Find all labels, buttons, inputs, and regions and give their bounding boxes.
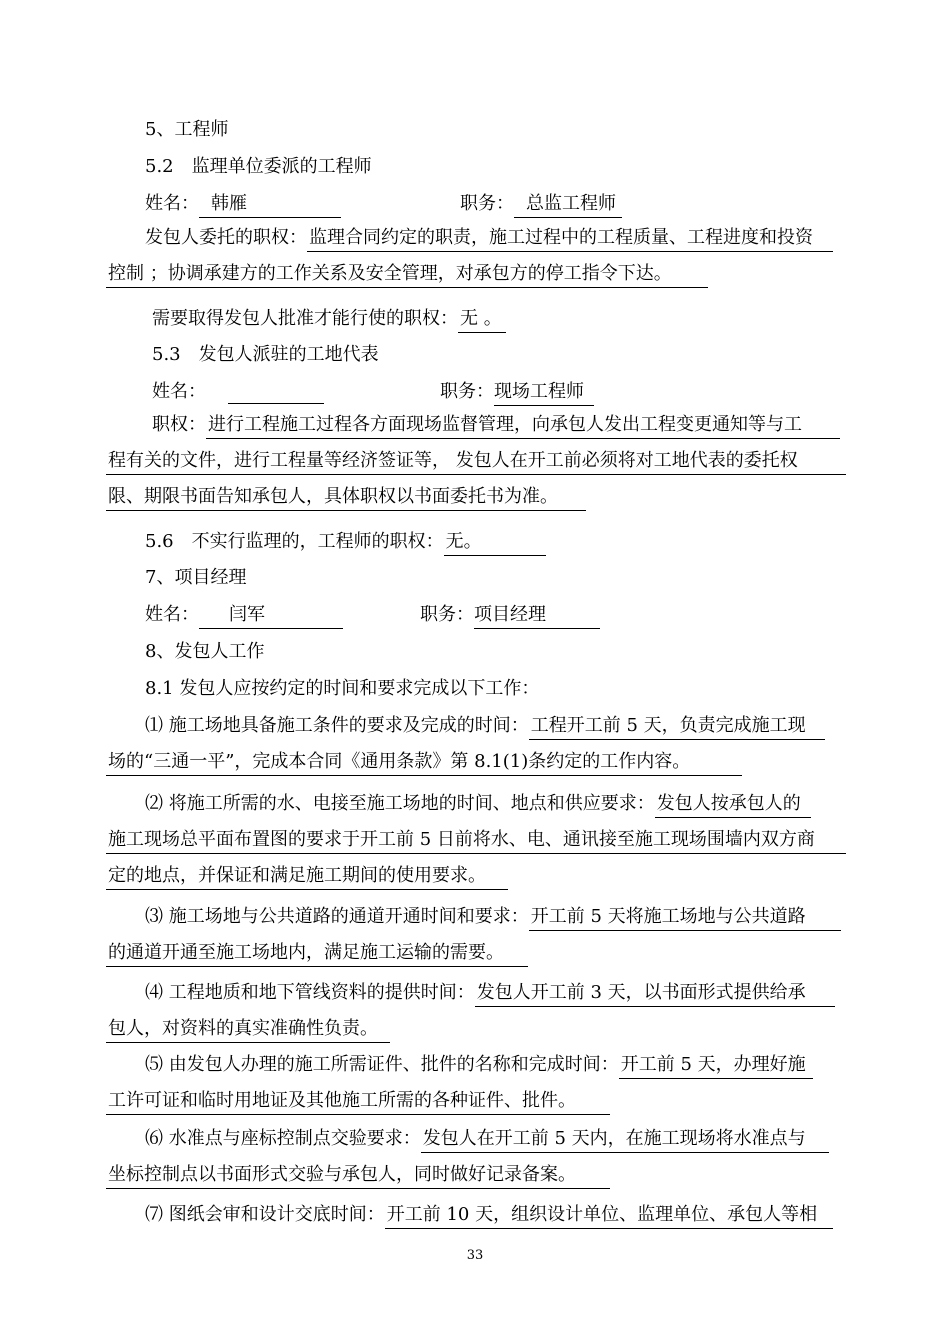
item-3-row-2 <box>106 941 528 967</box>
section-8-heading: 8、发包人工作 <box>145 641 265 662</box>
post-label: 职务： <box>460 193 514 214</box>
item-2-row-3 <box>106 864 508 890</box>
item-6-row-2 <box>106 1163 610 1189</box>
item-5-text-1: 开工前 5 天，办理好施 <box>619 1053 813 1079</box>
site-rep-authority-text-3: 限、期限书面告知承包人，具体职权以书面委托书为准。 <box>106 485 586 511</box>
item-2-label: ⑵ 将施工所需的水、电接至施工场地的时间、地点和供应要求： <box>145 793 655 814</box>
item-7-row-1 <box>145 1203 833 1229</box>
section-5-2-title: 5.2 监理单位委派的工程师 <box>145 156 372 177</box>
item-7-text-1: 开工前 10 天，组织设计单位、监理单位、承包人等相 <box>385 1203 833 1229</box>
item-4-text-2: 包人，对资料的真实准确性负责。 <box>106 1017 390 1043</box>
section-8-1-intro: 8.1 发包人应按约定的时间和要求完成以下工作： <box>145 678 540 699</box>
authority-text-2: 控制 ；协调承建方的工作关系及安全管理，对承包方的停工指令下达。 <box>106 262 708 288</box>
item-6-text-1: 发包人在开工前 5 天内，在施工现场将水准点与 <box>421 1127 829 1153</box>
site-rep-authority-text-2: 程有关的文件，进行工程量等经济签证等， 发包人在开工前必须将对工地代表的委托权 <box>106 449 846 475</box>
engineer-post-row <box>460 192 622 218</box>
site-rep-authority-row-3 <box>106 485 586 511</box>
section-5-heading: 5、工程师 <box>145 119 229 140</box>
engineer-name-value: 韩雁 <box>199 192 341 218</box>
site-rep-post-label: 职务： <box>440 381 494 402</box>
item-2-text-2: 施工现场总平面布置图的要求于开工前 5 日前将水、电、通讯接至施工现场围墙内双方商 <box>106 828 846 854</box>
item-7-label: ⑺ 图纸会审和设计交底时间： <box>145 1204 385 1225</box>
item-1-label: ⑴ 施工场地具备施工条件的要求及完成的时间： <box>145 715 529 736</box>
site-rep-post-value: 现场工程师 <box>494 380 594 406</box>
site-rep-post-row <box>440 380 594 406</box>
engineer-post-value: 总监工程师 <box>514 192 622 218</box>
item-3-text-1: 开工前 5 天将施工场地与公共道路 <box>529 905 841 931</box>
page-number: 33 <box>466 1248 484 1263</box>
item-5-text-2: 工许可证和临时用地证及其他施工所需的各种证件、批件。 <box>106 1089 610 1115</box>
item-1-row-2 <box>106 750 742 776</box>
approval-row <box>152 307 506 333</box>
item-4-label: ⑷ 工程地质和地下管线资料的提供时间： <box>145 982 475 1003</box>
item-6-text-2: 坐标控制点以书面形式交验与承包人，同时做好记录备案。 <box>106 1163 610 1189</box>
site-rep-authority-text-1: 进行工程施工过程各方面现场监督管理，向承包人发出工程变更通知等与工 <box>206 413 840 439</box>
pm-name-row <box>145 603 343 629</box>
item-4-text-1: 发包人开工前 3 天，以书面形式提供给承 <box>475 981 835 1007</box>
item-3-label: ⑶ 施工场地与公共道路的通道开通时间和要求： <box>145 906 529 927</box>
pm-post-row <box>420 603 600 629</box>
item-6-row-1 <box>145 1127 829 1153</box>
item-5-label: ⑸ 由发包人办理的施工所需证件、批件的名称和完成时间： <box>145 1054 619 1075</box>
site-rep-authority-label: 职权： <box>152 414 206 435</box>
section-5-3-title: 5.3 发包人派驻的工地代表 <box>152 344 379 365</box>
pm-name-value: 闫军 <box>199 603 343 629</box>
item-1-text-2: 场的“三通一平”，完成本合同《通用条款》第 8.1(1)条约定的工作内容。 <box>106 750 742 776</box>
item-3-row-1 <box>145 905 841 931</box>
engineer-name-row <box>145 192 341 218</box>
site-rep-name-row <box>152 380 324 404</box>
engineer-authority-row-1 <box>145 226 833 252</box>
section-5-6-row <box>145 530 546 556</box>
pm-post-value: 项目经理 <box>474 603 600 629</box>
item-5-row-2 <box>106 1089 610 1115</box>
item-4-row-2 <box>106 1017 390 1043</box>
section-5-6-value: 无。 <box>444 530 546 556</box>
pm-post-label: 职务： <box>420 604 474 625</box>
item-2-text-1: 发包人按承包人的 <box>655 792 811 818</box>
authority-text-1: 监理合同约定的职责，施工过程中的工程质量、工程进度和投资 <box>307 226 833 252</box>
pm-name-label: 姓名： <box>145 604 199 625</box>
name-label: 姓名： <box>145 193 199 214</box>
section-5-6-label: 5.6 不实行监理的，工程师的职权： <box>145 531 444 552</box>
item-2-row-2 <box>106 828 846 854</box>
site-rep-name-label: 姓名： <box>152 381 206 402</box>
item-2-row-1 <box>145 792 811 818</box>
item-3-text-2: 的通道开通至施工场地内，满足施工运输的需要。 <box>106 941 528 967</box>
approval-value: 无 。 <box>458 307 506 333</box>
item-1-row-1 <box>145 714 825 740</box>
engineer-authority-row-2 <box>106 262 708 288</box>
item-4-row-1 <box>145 981 835 1007</box>
site-rep-name-blank <box>228 383 324 404</box>
section-7-heading: 7、项目经理 <box>145 567 247 588</box>
item-6-label: ⑹ 水准点与座标控制点交验要求： <box>145 1128 421 1149</box>
approval-label: 需要取得发包人批准才能行使的职权： <box>152 308 458 329</box>
item-2-text-3: 定的地点，并保证和满足施工期间的使用要求。 <box>106 864 508 890</box>
item-1-text-1: 工程开工前 5 天，负责完成施工现 <box>529 714 825 740</box>
site-rep-authority-row-1 <box>152 413 840 439</box>
authority-label: 发包人委托的职权： <box>145 227 307 248</box>
site-rep-authority-row-2 <box>106 449 846 475</box>
item-5-row-1 <box>145 1053 813 1079</box>
